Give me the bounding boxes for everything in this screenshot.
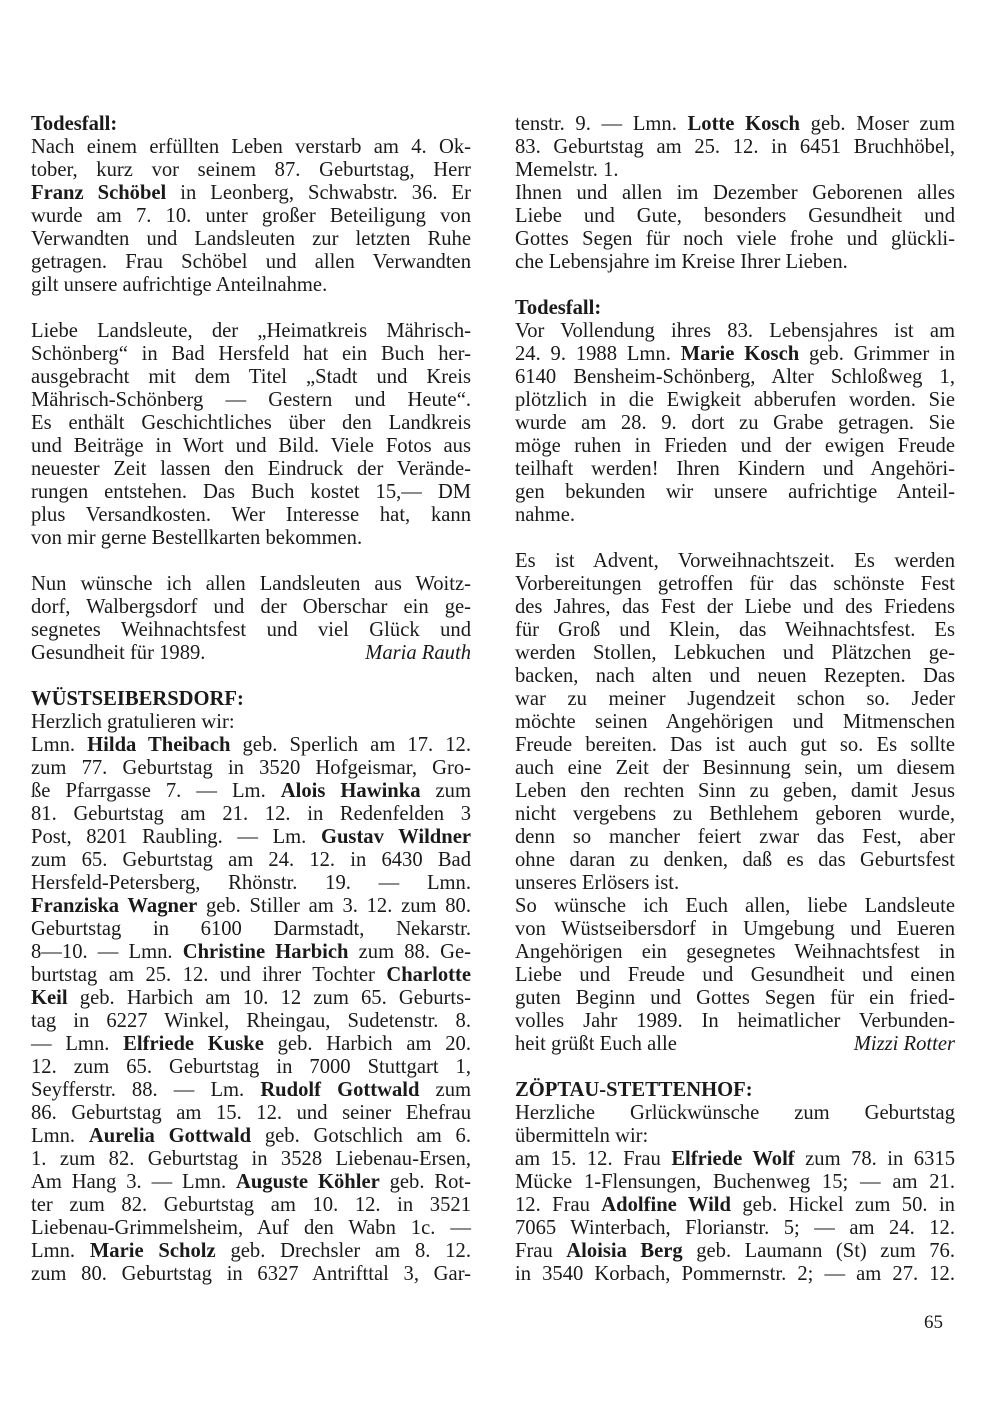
right-column (515, 113, 955, 1286)
text-line: 1. zum 82. Geburtstag in 3528 Liebenau-Ersen, (31, 1148, 471, 1170)
text-line: Liebe und Gute, besonders Gesundheit und (515, 205, 955, 227)
text-line: backen, nach alten und neuen Rezepten. Das (515, 665, 955, 687)
advent-message (515, 550, 955, 1033)
text-line: Nach einem erfüllten Leben verstarb am 4. Ok- (31, 136, 471, 158)
text-line: tober, kurz vor seinem 87. Geburtstag, Herr (31, 159, 471, 181)
text-line: übermitteln wir: (515, 1125, 649, 1147)
birthday-list-continued (515, 113, 955, 274)
text-line: Geburtstag in 6100 Darmstadt, Nekarstr. (31, 918, 471, 940)
text-line: möge ruhen in Frieden und der ewigen Freude (515, 435, 955, 457)
section-heading-todesfall-2: Todesfall: (515, 297, 602, 319)
text-line: tag in 6227 Winkel, Rheingau, Sudetenstr. 8. (31, 1010, 471, 1032)
text-line: Franziska Wagner geb. Stiller am 3. 12. zum 80. (31, 895, 471, 917)
text-line: Seyfferstr. 88. — Lm. Rudolf Gottwald zum (31, 1079, 472, 1101)
text-line: plus Versandkosten. Wer Interesse hat, kann (31, 504, 471, 526)
text-line: 83. Geburtstag am 25. 12. in 6451 Bruchhöbel, (515, 136, 955, 158)
text-line: che Lebensjahre im Kreise Ihrer Lieben. (515, 251, 848, 273)
text-line: Es ist Advent, Vorweihnachtszeit. Es werden (515, 550, 955, 572)
section-heading-zoeptau: ZÖPTAU-STETTENHOF: (515, 1079, 753, 1101)
text-line: Verwandten und Landsleuten zur letzten Ruhe (31, 228, 471, 250)
person-name: Lotte Kosch (687, 113, 801, 135)
text-line: 12. zum 65. Geburtstag in 7000 Stuttgart 1, (31, 1056, 471, 1078)
text-line: unseres Erlösers ist. (515, 872, 680, 894)
person-name: Marie Kosch (680, 343, 800, 365)
text-line: für Groß und Klein, das Weihnachtsfest. Es (515, 619, 955, 641)
text-line: zum 65. Geburtstag am 24. 12. in 6430 Bad (31, 849, 471, 871)
text-line: Lmn. Hilda Theibach geb. Sperlich am 17. 12. (31, 734, 471, 756)
text-line: 6140 Bensheim-Schönberg, Alter Schloßweg 1, (515, 366, 955, 388)
text-line: Es enthält Geschichtliches über den Landkreis (31, 412, 471, 434)
text-line: Am Hang 3. — Lmn. Auguste Köhler geb. Rot- (31, 1171, 471, 1193)
text-line: — Lmn. Elfriede Kuske geb. Harbich am 20. (31, 1033, 471, 1055)
text-line: ausgebracht mit dem Titel „Stadt und Kreis (31, 366, 471, 388)
text-line: 12. Frau Adolfine Wild geb. Hickel zum 50. in (515, 1194, 955, 1216)
person-name: Elfriede Wolf (671, 1148, 795, 1170)
text-line: Schönberg“ in Bad Hersfeld hat ein Buch her- (31, 343, 471, 365)
text-line: neuester Zeit lassen den Eindruck der Verände- (31, 458, 471, 480)
text-line: nahme. (515, 504, 576, 526)
signature-text: Gesundheit für 1989. (31, 642, 206, 664)
left-column (31, 113, 471, 1286)
text-line: von mir gerne Bestellkarten bekommen. (31, 527, 363, 549)
signature-text: heit grüßt Euch alle (515, 1033, 677, 1055)
text-line: 24. 9. 1988 Lmn. Marie Kosch geb. Grimmer in (515, 343, 956, 365)
person-name: Keil (31, 987, 68, 1009)
text-line: Vor Vollendung ihres 83. Lebensjahres ist am (515, 320, 955, 342)
text-line: nicht vergebens zu Bethlehem geboren wurde, (515, 803, 955, 825)
author-signature: Mizzi Rotter (853, 1033, 955, 1055)
text-line: Frau Aloisia Berg geb. Laumann (St) zum 76. (515, 1240, 956, 1262)
person-name: Aurelia Gottwald (88, 1125, 252, 1147)
text-line: gilt unsere aufrichtige Anteilnahme. (31, 274, 328, 296)
text-line: Liebe und Freude und Gesundheit und einen (515, 964, 955, 986)
text-line: tenstr. 9. — Lmn. Lotte Kosch geb. Moser zum (515, 113, 955, 135)
text-line: denn so mancher feiert zwar das Fest, aber (515, 826, 955, 848)
text-line: Nun wünsche ich allen Landsleuten aus Woitz- (31, 573, 471, 595)
person-name: Adolfine Wild (601, 1194, 731, 1216)
text-line: dorf, Walbergsdorf und der Oberschar ein ge- (31, 596, 471, 618)
text-line: Memelstr. 1. (515, 159, 619, 181)
section-heading-wuestseibersdorf: WÜSTSEIBERSDORF: (31, 688, 244, 710)
text-line: werden Stollen, Lebkuchen und Plätzchen ge- (515, 642, 955, 664)
text-line: 86. Geburtstag am 15. 12. und seiner Ehefrau (31, 1102, 471, 1124)
text-line: Franz Schöbel in Leonberg, Schwabstr. 36. Er (31, 182, 471, 204)
birthday-list-wuestseibersdorf (31, 711, 471, 1286)
person-name: Auguste Köhler (235, 1171, 380, 1193)
text-line: volles Jahr 1989. In heimatlicher Verbunden- (515, 1010, 955, 1032)
text-line: Mährisch-Schönberg — Gestern und Heute“. (31, 389, 471, 411)
christmas-greeting-rauth (31, 573, 471, 642)
text-line: Lmn. Marie Scholz geb. Drechsler am 8. 12. (31, 1240, 472, 1262)
person-name: Hilda Theibach (87, 734, 231, 756)
obituary-kosch (515, 320, 955, 527)
person-name: Gustav Wildner (320, 826, 471, 848)
text-line: segnetes Weihnachtsfest und viel Glück und (31, 619, 471, 641)
person-name: Elfriede Kuske (123, 1033, 264, 1055)
text-line: Gottes Segen für noch viele frohe und glückli- (515, 228, 955, 250)
text-line: burtstag am 25. 12. und ihrer Tochter Charlotte (31, 964, 471, 986)
text-line: Vorbereitungen getroffen für das schönste Fest (515, 573, 955, 595)
text-line: am 15. 12. Frau Elfriede Wolf zum 78. in 6315 (515, 1148, 955, 1170)
text-line: ter zum 82. Geburtstag am 10. 12. in 3521 (31, 1194, 471, 1216)
text-line: Ihnen und allen im Dezember Geborenen alles (515, 182, 955, 204)
text-line: wurde am 28. 9. dort zu Grabe getragen. Sie (515, 412, 955, 434)
section-heading-todesfall: Todesfall: (31, 113, 118, 135)
text-line: rungen entstehen. Das Buch kostet 15,— DM (31, 481, 471, 503)
author-signature: Maria Rauth (365, 642, 471, 664)
text-line: ße Pfarrgasse 7. — Lm. Alois Hawinka zum (31, 780, 471, 802)
text-line: zum 80. Geburtstag in 6327 Antrifttal 3, Gar- (31, 1263, 471, 1285)
text-line: teilhaft werden! Ihren Kindern und Angehöri- (515, 458, 955, 480)
text-line: getragen. Frau Schöbel und allen Verwandten (31, 251, 471, 273)
text-line: Liebe Landsleute, der „Heimatkreis Mährisch- (31, 320, 471, 342)
obituary-schoebel (31, 136, 471, 297)
text-line: Freude bereiten. Das ist auch gut so. Es sollte (515, 734, 955, 756)
text-line: möchte seinen Angehörigen und Mitmenschen (515, 711, 955, 733)
text-line: von Wüstseibersdorf in Umgebung und Eueren (515, 918, 955, 940)
text-line: Herzlich gratulieren wir: (31, 711, 235, 733)
text-line: auch eine Zeit der Besinnung sein, um diesem (515, 757, 955, 779)
text-line: Leben den rechten Sinn zu geben, damit Jesus (515, 780, 955, 802)
signature-line (31, 642, 471, 665)
text-line: 7065 Winterbach, Florianstr. 5; — am 24. 12. (515, 1217, 955, 1239)
text-line: des Jahres, das Fest der Liebe und des Friedens (515, 596, 955, 618)
text-line: So wünsche ich Euch allen, liebe Landsleute (515, 895, 955, 917)
text-line: Herzliche Grlückwünsche zum Geburtstag (515, 1102, 955, 1124)
text-line: Hersfeld-Petersberg, Rhönstr. 19. — Lmn. (31, 872, 471, 894)
text-line: plötzlich in die Ewigkeit abberufen worden. Sie (515, 389, 955, 411)
person-name: Alois Hawinka (280, 780, 421, 802)
signature-line (515, 1033, 955, 1056)
text-line: wurde am 7. 10. unter großer Beteiligung von (31, 205, 471, 227)
person-name: Marie Scholz (89, 1240, 216, 1262)
person-name: Franz Schöbel (31, 182, 167, 204)
text-line: war zu meiner Jugendzeit schon so. Jeder (515, 688, 955, 710)
text-line: 81. Geburtstag am 21. 12. in Redenfelden 3 (31, 803, 471, 825)
text-line: gen bekunden wir unsere aufrichtige Anteil- (515, 481, 955, 503)
text-line: 8—10. — Lmn. Christine Harbich zum 88. Ge- (31, 941, 472, 963)
text-line: in 3540 Korbach, Pommernstr. 2; — am 27. 12. (515, 1263, 955, 1285)
person-name: Charlotte (386, 964, 471, 986)
birthday-list-zoeptau (515, 1102, 955, 1286)
text-line: Mücke 1-Flensungen, Buchenweg 15; — am 21. (515, 1171, 955, 1193)
text-line: Post, 8201 Raubling. — Lm. Gustav Wildner (31, 826, 471, 848)
person-name: Aloisia Berg (566, 1240, 683, 1262)
text-line: Liebenau-Grimmelsheim, Auf den Wabn 1c. — (31, 1217, 471, 1239)
person-name: Christine Harbich (182, 941, 349, 963)
text-line: zum 77. Geburtstag in 3520 Hofgeismar, Gro- (31, 757, 471, 779)
text-line: Lmn. Aurelia Gottwald geb. Gotschlich am 6. (31, 1125, 471, 1147)
text-line: und Beiträge in Wort und Bild. Viele Fotos aus (31, 435, 471, 457)
page-number: 65 (924, 1312, 943, 1333)
text-line: Keil geb. Harbich am 10. 12 zum 65. Geburts- (31, 987, 471, 1009)
text-line: guten Beginn und Gottes Segen für ein fried- (515, 987, 955, 1009)
book-announcement (31, 320, 471, 550)
person-name: Franziska Wagner (31, 895, 198, 917)
text-line: ohne daran zu denken, daß es das Geburtsfest (515, 849, 955, 871)
person-name: Rudolf Gottwald (260, 1079, 420, 1101)
text-line: Angehörigen ein gesegnetes Weihnachtsfest in (515, 941, 955, 963)
